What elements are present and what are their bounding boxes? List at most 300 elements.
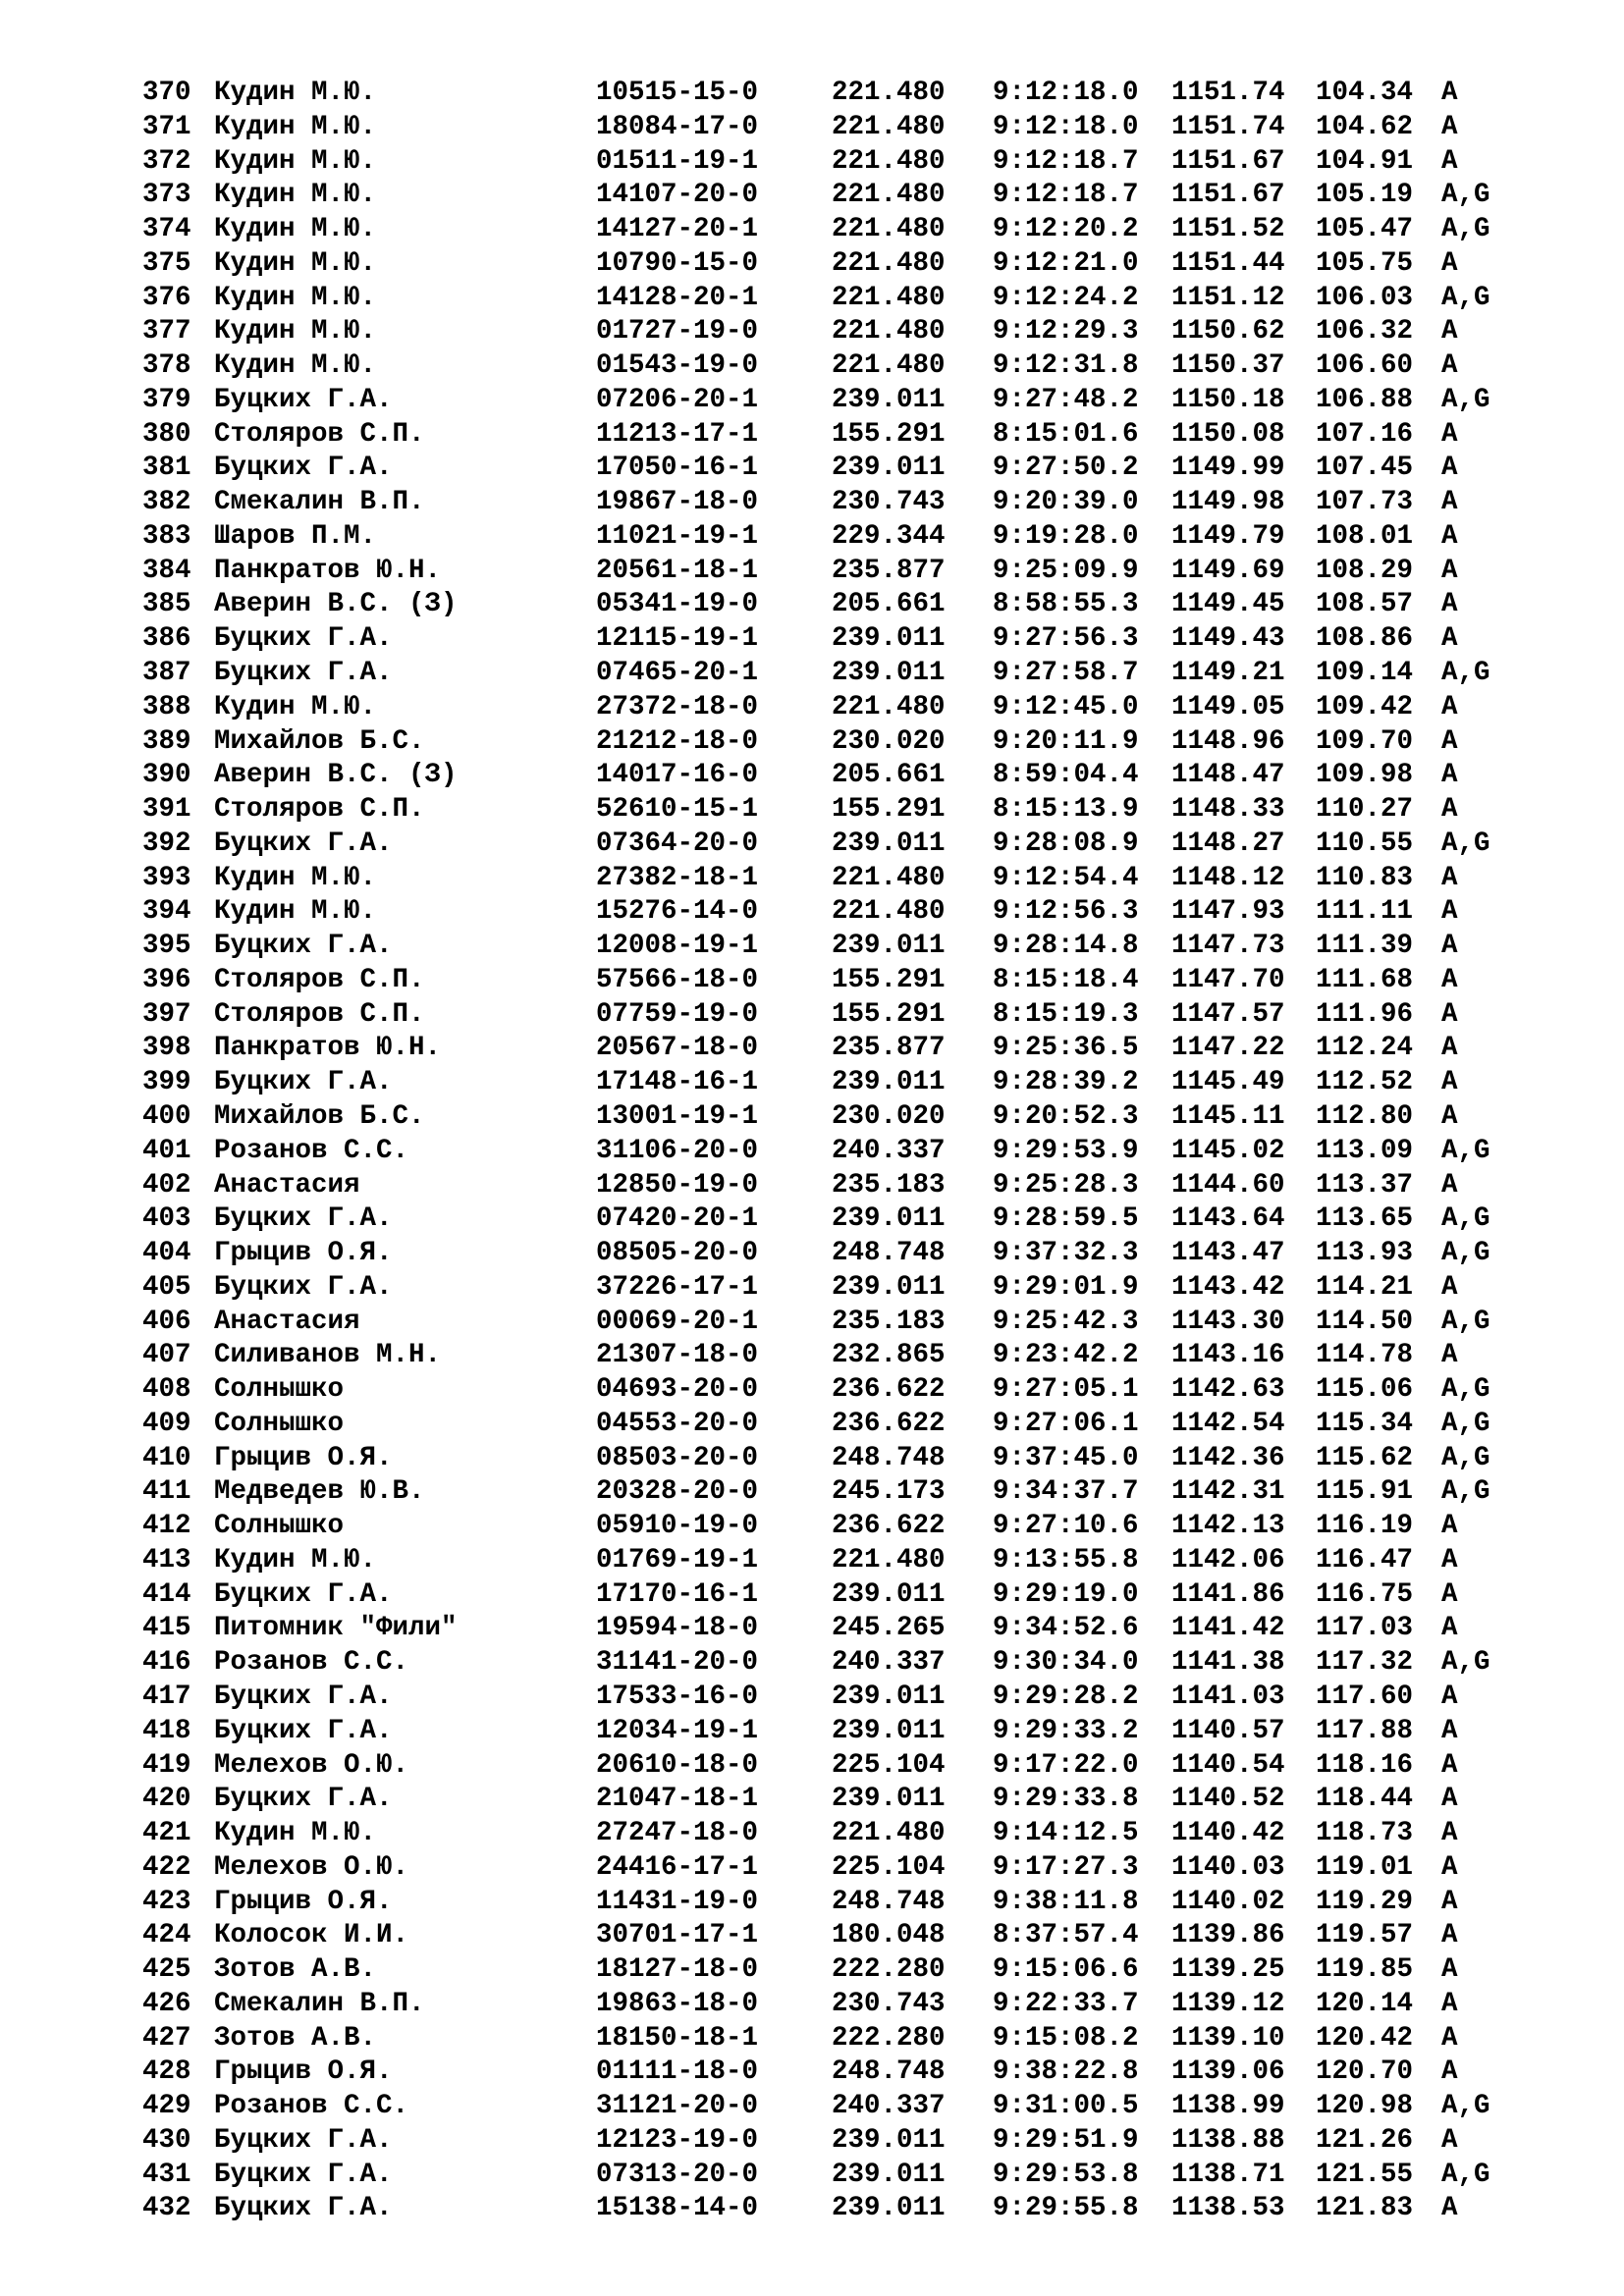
owner-name: Буцких Г.А. [214, 931, 393, 962]
speed: 1139.86 [1171, 1920, 1285, 1951]
points: 106.60 [1316, 350, 1414, 382]
distance: 245.173 [832, 1476, 946, 1508]
place-number: 420 [142, 1784, 191, 1815]
flag: A [1441, 1100, 1458, 1132]
flag: A [1441, 350, 1458, 382]
distance: 222.280 [832, 2022, 946, 2054]
place-number: 406 [142, 1306, 191, 1337]
place-number: 412 [142, 1511, 191, 1542]
arrival-time: 9:37:45.0 [993, 1442, 1139, 1473]
points: 117.60 [1316, 1681, 1414, 1712]
points: 112.80 [1316, 1100, 1414, 1132]
ring-number: 12850-19-0 [596, 1169, 759, 1201]
ring-number: 04693-20-0 [596, 1374, 759, 1406]
arrival-time: 9:28:59.5 [993, 1203, 1139, 1235]
points: 109.98 [1316, 760, 1414, 791]
table-row [142, 1715, 1517, 1749]
place-number: 395 [142, 931, 191, 962]
ring-number: 14128-20-1 [596, 282, 759, 313]
distance: 239.011 [832, 453, 946, 484]
points: 111.11 [1316, 896, 1414, 928]
points: 111.68 [1316, 964, 1414, 995]
owner-name: Буцких Г.А. [214, 1271, 393, 1303]
table-row [142, 1953, 1517, 1988]
distance: 230.743 [832, 487, 946, 518]
place-number: 372 [142, 145, 191, 177]
speed: 1149.79 [1171, 520, 1285, 552]
points: 118.73 [1316, 1818, 1414, 1849]
table-row [142, 588, 1517, 622]
place-number: 377 [142, 316, 191, 347]
points: 114.78 [1316, 1340, 1414, 1371]
flag: A,G [1441, 1306, 1490, 1337]
ring-number: 07465-20-1 [596, 658, 759, 689]
points: 121.26 [1316, 2124, 1414, 2156]
arrival-time: 9:28:14.8 [993, 931, 1139, 962]
points: 117.03 [1316, 1613, 1414, 1644]
table-row [142, 1681, 1517, 1715]
points: 115.62 [1316, 1442, 1414, 1473]
table-row [142, 725, 1517, 760]
owner-name: Кудин М.Ю. [214, 1818, 377, 1849]
table-row [142, 622, 1517, 657]
owner-name: Анастасия [214, 1169, 360, 1201]
ring-number: 20328-20-0 [596, 1476, 759, 1508]
ring-number: 20610-18-0 [596, 1749, 759, 1781]
owner-name: Михайлов Б.С. [214, 725, 425, 757]
place-number: 426 [142, 1988, 191, 2019]
distance: 155.291 [832, 418, 946, 450]
flag: A,G [1441, 1647, 1490, 1679]
arrival-time: 9:30:34.0 [993, 1647, 1139, 1679]
owner-name: Буцких Г.А. [214, 658, 393, 689]
ring-number: 21212-18-0 [596, 725, 759, 757]
speed: 1149.98 [1171, 487, 1285, 518]
table-row [142, 1339, 1517, 1373]
arrival-time: 9:19:28.0 [993, 520, 1139, 552]
ring-number: 12115-19-1 [596, 623, 759, 655]
table-row [142, 2159, 1517, 2193]
table-row [142, 1475, 1517, 1510]
table-row [142, 1919, 1517, 1953]
distance: 221.480 [832, 896, 946, 928]
arrival-time: 9:12:56.3 [993, 896, 1139, 928]
points: 118.16 [1316, 1749, 1414, 1781]
ring-number: 01543-19-0 [596, 350, 759, 382]
distance: 221.480 [832, 350, 946, 382]
flag: A [1441, 111, 1458, 142]
speed: 1141.42 [1171, 1613, 1285, 1644]
owner-name: Розанов С.С. [214, 2091, 409, 2122]
distance: 155.291 [832, 794, 946, 826]
flag: A [1441, 2124, 1458, 2156]
owner-name: Колосок И.И. [214, 1920, 409, 1951]
speed: 1143.30 [1171, 1306, 1285, 1337]
flag: A [1441, 1169, 1458, 1201]
ring-number: 01769-19-1 [596, 1544, 759, 1575]
owner-name: Кудин М.Ю. [214, 78, 377, 108]
flag: A [1441, 623, 1458, 655]
arrival-time: 9:25:09.9 [993, 555, 1139, 586]
flag: A,G [1441, 1408, 1490, 1439]
flag: A [1441, 1988, 1458, 2019]
ring-number: 08505-20-0 [596, 1238, 759, 1269]
place-number: 378 [142, 350, 191, 382]
distance: 239.011 [832, 1578, 946, 1610]
table-row [142, 77, 1517, 111]
distance: 240.337 [832, 1135, 946, 1166]
distance: 225.104 [832, 1749, 946, 1781]
distance: 239.011 [832, 1715, 946, 1746]
owner-name: Буцких Г.А. [214, 1203, 393, 1235]
flag: A [1441, 145, 1458, 177]
distance: 221.480 [832, 316, 946, 347]
distance: 239.011 [832, 623, 946, 655]
distance: 221.480 [832, 282, 946, 313]
table-row [142, 1851, 1517, 1886]
speed: 1140.42 [1171, 1818, 1285, 1849]
points: 120.42 [1316, 2022, 1414, 2054]
owner-name: Буцких Г.А. [214, 828, 393, 859]
distance: 236.622 [832, 1408, 946, 1439]
ring-number: 07420-20-1 [596, 1203, 759, 1235]
place-number: 379 [142, 384, 191, 415]
arrival-time: 9:27:56.3 [993, 623, 1139, 655]
place-number: 422 [142, 1851, 191, 1883]
place-number: 421 [142, 1818, 191, 1849]
ring-number: 18127-18-0 [596, 1954, 759, 1986]
points: 105.19 [1316, 180, 1414, 211]
speed: 1150.37 [1171, 350, 1285, 382]
owner-name: Кудин М.Ю. [214, 862, 377, 893]
ring-number: 31106-20-0 [596, 1135, 759, 1166]
distance: 248.748 [832, 1886, 946, 1917]
points: 120.14 [1316, 1988, 1414, 2019]
flag: A [1441, 1886, 1458, 1917]
arrival-time: 9:17:22.0 [993, 1749, 1139, 1781]
flag: A,G [1441, 1442, 1490, 1473]
ring-number: 24416-17-1 [596, 1851, 759, 1883]
place-number: 415 [142, 1613, 191, 1644]
ring-number: 52610-15-1 [596, 794, 759, 826]
table-row [142, 1306, 1517, 1340]
owner-name: Буцких Г.А. [214, 2124, 393, 2156]
place-number: 401 [142, 1135, 191, 1166]
table-row [142, 315, 1517, 349]
arrival-time: 9:27:05.1 [993, 1374, 1139, 1406]
place-number: 428 [142, 2056, 191, 2088]
points: 111.96 [1316, 998, 1414, 1030]
distance: 240.337 [832, 2091, 946, 2122]
arrival-time: 9:28:08.9 [993, 828, 1139, 859]
speed: 1147.73 [1171, 931, 1285, 962]
owner-name: Грыцив О.Я. [214, 2056, 393, 2088]
flag: A [1441, 964, 1458, 995]
points: 104.34 [1316, 78, 1414, 108]
place-number: 382 [142, 487, 191, 518]
points: 119.29 [1316, 1886, 1414, 1917]
distance: 221.480 [832, 111, 946, 142]
place-number: 427 [142, 2022, 191, 2054]
table-row [142, 793, 1517, 828]
points: 112.24 [1316, 1033, 1414, 1064]
place-number: 370 [142, 78, 191, 108]
points: 110.55 [1316, 828, 1414, 859]
place-number: 404 [142, 1238, 191, 1269]
owner-name: Аверин В.С. (З) [214, 760, 458, 791]
place-number: 430 [142, 2124, 191, 2156]
place-number: 388 [142, 691, 191, 722]
ring-number: 21047-18-1 [596, 1784, 759, 1815]
points: 113.09 [1316, 1135, 1414, 1166]
owner-name: Буцких Г.А. [214, 1681, 393, 1712]
place-number: 400 [142, 1100, 191, 1132]
ring-number: 18150-18-1 [596, 2022, 759, 2054]
flag: A [1441, 1544, 1458, 1575]
owner-name: Розанов С.С. [214, 1647, 409, 1679]
owner-name: Аверин В.С. (З) [214, 589, 458, 620]
points: 120.70 [1316, 2056, 1414, 2088]
points: 117.88 [1316, 1715, 1414, 1746]
flag: A [1441, 78, 1458, 108]
points: 113.93 [1316, 1238, 1414, 1269]
owner-name: Солнышко [214, 1408, 345, 1439]
flag: A [1441, 1033, 1458, 1064]
owner-name: Зотов А.В. [214, 1954, 377, 1986]
speed: 1141.38 [1171, 1647, 1285, 1679]
place-number: 419 [142, 1749, 191, 1781]
ring-number: 07759-19-0 [596, 998, 759, 1030]
distance: 235.183 [832, 1306, 946, 1337]
table-row [142, 1442, 1517, 1476]
ring-number: 19867-18-0 [596, 487, 759, 518]
distance: 239.011 [832, 384, 946, 415]
speed: 1143.16 [1171, 1340, 1285, 1371]
distance: 225.104 [832, 1851, 946, 1883]
arrival-time: 9:29:19.0 [993, 1578, 1139, 1610]
table-row [142, 2056, 1517, 2090]
owner-name: Буцких Г.А. [214, 1578, 393, 1610]
arrival-time: 9:12:54.4 [993, 862, 1139, 893]
arrival-time: 9:29:33.8 [993, 1784, 1139, 1815]
ring-number: 19594-18-0 [596, 1613, 759, 1644]
distance: 230.743 [832, 1988, 946, 2019]
owner-name: Буцких Г.А. [214, 1715, 393, 1746]
distance: 221.480 [832, 180, 946, 211]
distance: 221.480 [832, 1818, 946, 1849]
owner-name: Кудин М.Ю. [214, 316, 377, 347]
points: 104.91 [1316, 145, 1414, 177]
place-number: 385 [142, 589, 191, 620]
speed: 1148.12 [1171, 862, 1285, 893]
ring-number: 17533-16-0 [596, 1681, 759, 1712]
place-number: 407 [142, 1340, 191, 1371]
points: 115.91 [1316, 1476, 1414, 1508]
table-row [142, 1169, 1517, 1203]
speed: 1138.88 [1171, 2124, 1285, 2156]
owner-name: Михайлов Б.С. [214, 1100, 425, 1132]
points: 113.37 [1316, 1169, 1414, 1201]
distance: 248.748 [832, 1238, 946, 1269]
place-number: 393 [142, 862, 191, 893]
place-number: 423 [142, 1886, 191, 1917]
points: 116.19 [1316, 1511, 1414, 1542]
place-number: 408 [142, 1374, 191, 1406]
ring-number: 01111-18-0 [596, 2056, 759, 2088]
speed: 1138.53 [1171, 2193, 1285, 2224]
owner-name: Питомник "Фили" [214, 1613, 458, 1644]
speed: 1139.06 [1171, 2056, 1285, 2088]
arrival-time: 9:27:06.1 [993, 1408, 1139, 1439]
arrival-time: 9:37:32.3 [993, 1238, 1139, 1269]
distance: 229.344 [832, 520, 946, 552]
speed: 1148.96 [1171, 725, 1285, 757]
ring-number: 04553-20-0 [596, 1408, 759, 1439]
speed: 1143.42 [1171, 1271, 1285, 1303]
ring-number: 11021-19-1 [596, 520, 759, 552]
flag: A,G [1441, 1135, 1490, 1166]
arrival-time: 9:12:18.0 [993, 78, 1139, 108]
owner-name: Смекалин В.П. [214, 487, 425, 518]
flag: A [1441, 2056, 1458, 2088]
ring-number: 20561-18-1 [596, 555, 759, 586]
flag: A [1441, 1271, 1458, 1303]
place-number: 431 [142, 2159, 191, 2190]
owner-name: Розанов С.С. [214, 1135, 409, 1166]
speed: 1139.12 [1171, 1988, 1285, 2019]
arrival-time: 9:12:31.8 [993, 350, 1139, 382]
place-number: 432 [142, 2193, 191, 2224]
table-row [142, 1544, 1517, 1578]
owner-name: Буцких Г.А. [214, 623, 393, 655]
owner-name: Кудин М.Ю. [214, 111, 377, 142]
speed: 1147.93 [1171, 896, 1285, 928]
points: 109.42 [1316, 691, 1414, 722]
speed: 1147.22 [1171, 1033, 1285, 1064]
owner-name: Кудин М.Ю. [214, 180, 377, 211]
points: 116.47 [1316, 1544, 1414, 1575]
speed: 1142.13 [1171, 1511, 1285, 1542]
speed: 1143.64 [1171, 1203, 1285, 1235]
ring-number: 05910-19-0 [596, 1511, 759, 1542]
results-list [142, 77, 1517, 2226]
table-row [142, 759, 1517, 793]
arrival-time: 8:15:18.4 [993, 964, 1139, 995]
table-row [142, 1783, 1517, 1817]
ring-number: 21307-18-0 [596, 1340, 759, 1371]
owner-name: Буцких Г.А. [214, 2193, 393, 2224]
ring-number: 05341-19-0 [596, 589, 759, 620]
points: 106.32 [1316, 316, 1414, 347]
place-number: 417 [142, 1681, 191, 1712]
speed: 1140.54 [1171, 1749, 1285, 1781]
arrival-time: 9:13:55.8 [993, 1544, 1139, 1575]
speed: 1138.99 [1171, 2091, 1285, 2122]
flag: A [1441, 2022, 1458, 2054]
flag: A [1441, 760, 1458, 791]
speed: 1151.67 [1171, 145, 1285, 177]
ring-number: 57566-18-0 [596, 964, 759, 995]
points: 105.75 [1316, 247, 1414, 279]
place-number: 402 [142, 1169, 191, 1201]
table-row [142, 2192, 1517, 2226]
distance: 239.011 [832, 1067, 946, 1098]
points: 118.44 [1316, 1784, 1414, 1815]
flag: A [1441, 1511, 1458, 1542]
arrival-time: 9:20:39.0 [993, 487, 1139, 518]
table-row [142, 657, 1517, 691]
owner-name: Шаров П.М. [214, 520, 377, 552]
flag: A [1441, 1851, 1458, 1883]
arrival-time: 9:27:50.2 [993, 453, 1139, 484]
flag: A [1441, 418, 1458, 450]
place-number: 380 [142, 418, 191, 450]
flag: A [1441, 1340, 1458, 1371]
arrival-time: 9:27:58.7 [993, 658, 1139, 689]
table-row [142, 145, 1517, 180]
distance: 248.748 [832, 2056, 946, 2088]
place-number: 425 [142, 1954, 191, 1986]
flag: A [1441, 1920, 1458, 1951]
flag: A [1441, 1784, 1458, 1815]
place-number: 373 [142, 180, 191, 211]
owner-name: Кудин М.Ю. [214, 214, 377, 245]
flag: A [1441, 247, 1458, 279]
owner-name: Кудин М.Ю. [214, 691, 377, 722]
place-number: 429 [142, 2091, 191, 2122]
points: 113.65 [1316, 1203, 1414, 1235]
place-number: 376 [142, 282, 191, 313]
place-number: 386 [142, 623, 191, 655]
ring-number: 31121-20-0 [596, 2091, 759, 2122]
flag: A,G [1441, 2159, 1490, 2190]
ring-number: 11431-19-0 [596, 1886, 759, 1917]
ring-number: 17170-16-1 [596, 1578, 759, 1610]
points: 119.01 [1316, 1851, 1414, 1883]
ring-number: 14017-16-0 [596, 760, 759, 791]
flag: A,G [1441, 384, 1490, 415]
flag: A,G [1441, 214, 1490, 245]
arrival-time: 9:38:22.8 [993, 2056, 1139, 2088]
flag: A [1441, 725, 1458, 757]
points: 109.14 [1316, 658, 1414, 689]
place-number: 418 [142, 1715, 191, 1746]
distance: 239.011 [832, 1681, 946, 1712]
ring-number: 12123-19-0 [596, 2124, 759, 2156]
table-row [142, 930, 1517, 964]
place-number: 403 [142, 1203, 191, 1235]
flag: A [1441, 896, 1458, 928]
speed: 1151.74 [1171, 111, 1285, 142]
points: 111.39 [1316, 931, 1414, 962]
arrival-time: 9:15:06.6 [993, 1954, 1139, 1986]
flag: A [1441, 1578, 1458, 1610]
table-row [142, 895, 1517, 930]
owner-name: Столяров С.П. [214, 418, 425, 450]
speed: 1151.52 [1171, 214, 1285, 245]
owner-name: Панкратов Ю.Н. [214, 1033, 442, 1064]
place-number: 410 [142, 1442, 191, 1473]
speed: 1141.03 [1171, 1681, 1285, 1712]
flag: A [1441, 520, 1458, 552]
arrival-time: 9:29:51.9 [993, 2124, 1139, 2156]
speed: 1149.69 [1171, 555, 1285, 586]
distance: 248.748 [832, 1442, 946, 1473]
points: 117.32 [1316, 1647, 1414, 1679]
table-row [142, 1886, 1517, 1920]
points: 116.75 [1316, 1578, 1414, 1610]
distance: 245.265 [832, 1613, 946, 1644]
